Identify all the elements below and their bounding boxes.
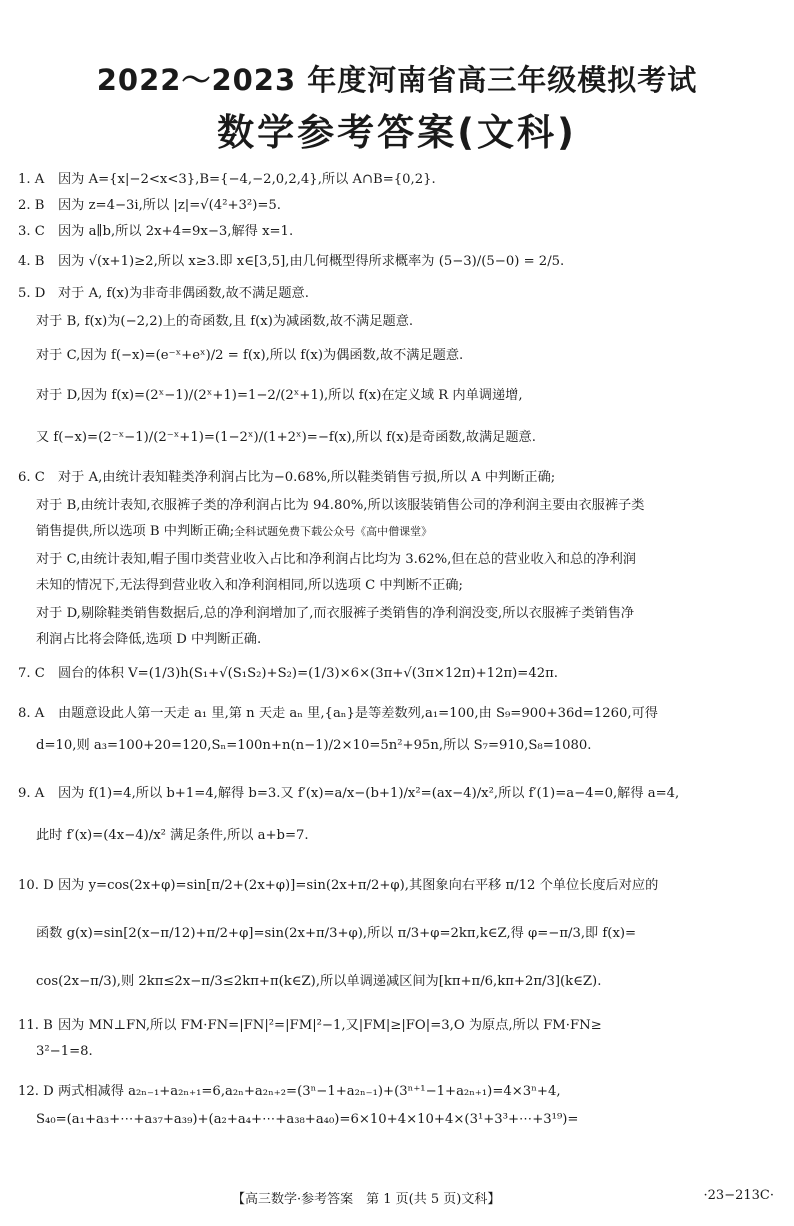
footer-page-info: 【高三数学·参考答案 第 1 页(共 5 页)文科】 <box>232 1192 501 1207</box>
answer-3: 3. C 因为 a∥b,所以 2x+4=9x−3,解得 x=1. <box>18 224 294 239</box>
answer-6-g: 利润占比将会降低,选项 D 中判断正确. <box>36 632 262 647</box>
answer-6-e: 未知的情况下,无法得到营业收入和净利润相同,所以选项 C 中判断不正确; <box>36 578 463 593</box>
answer-6-b: 对于 B,由统计表知,衣服裤子类的净利润占比为 94.80%,所以该服装销售公司的净利润主要由衣服裤子类 <box>36 498 645 513</box>
answer-9: 9. A 因为 f(1)=4,所以 b+1=4,解得 b=3.又 f′(x)=a/x−(b+1)/x²=(ax−4)/x²,所以 f′(1)=a−4=0,解得 a=4, <box>18 786 680 801</box>
answer-6-c: 销售提供,所以选项 B 中判断正确;全科试题免费下载公众号《高中僧课堂》 <box>36 524 433 539</box>
answer-11: 11. B 因为 MN⊥FN,所以 FM·FN=|FN|²=|FM|²−1,又|FM|≥|FO|=3,O 为原点,所以 FM·FN≥ <box>18 1018 602 1033</box>
answer-8: 8. A 由题意设此人第一天走 a₁ 里,第 n 天走 aₙ 里,{aₙ}是等差数列,a₁=100,由 S₉=900+36d=1260,可得 <box>18 706 658 721</box>
answer-5-b: 对于 B, f(x)为(−2,2)上的奇函数,且 f(x)为减函数,故不满足题意. <box>36 314 414 329</box>
answer-8-b: d=10,则 a₃=100+20=120,Sₙ=100n+n(n−1)/2×10=5n²+95n,所以 S₇=910,S₈=1080. <box>36 738 592 753</box>
answer-2: 2. B 因为 z=4−3i,所以 |z|=√(4²+3²)=5. <box>18 198 281 213</box>
watermark-note: 全科试题免费下载公众号《高中僧课堂》 <box>234 525 433 538</box>
answer-5-c: 对于 C,因为 f(−x)=(e⁻ˣ+eˣ)/2 = f(x),所以 f(x)为偶函数,故不满足题意. <box>36 348 464 363</box>
answer-10-c: cos(2x−π/3),则 2kπ≤2x−π/3≤2kπ+π(k∈Z),所以单调递减区间为[kπ+π/6,kπ+2π/3](k∈Z). <box>36 974 602 989</box>
page-title-line1: 2022～2023 年度河南省高三年级模拟考试 <box>96 63 698 97</box>
answer-1: 1. A 因为 A={x|−2<x<3},B={−4,−2,0,2,4},所以 A∩B={0,2}. <box>18 172 436 187</box>
answer-9-b: 此时 f′(x)=(4x−4)/x² 满足条件,所以 a+b=7. <box>36 828 309 843</box>
answer-12: 12. D 两式相减得 a₂ₙ₋₁+a₂ₙ₊₁=6,a₂ₙ+a₂ₙ₊₂=(3ⁿ−1+a₂ₙ₋₁)+(3ⁿ⁺¹−1+a₂ₙ₊₁)=4×3ⁿ+4, <box>18 1084 561 1099</box>
answer-6-d: 对于 C,由统计表知,帽子围巾类营业收入占比和净利润占比均为 3.62%,但在总的营业收入和总的净利润 <box>36 552 636 567</box>
answer-10: 10. D 因为 y=cos(2x+φ)=sin[π/2+(2x+φ)]=sin(2x+π/2+φ),其图象向右平移 π/12 个单位长度后对应的 <box>18 878 659 893</box>
answer-4: 4. B 因为 √(x+1)≥2,所以 x≥3.即 x∈[3,5],由几何概型得所求概率为 (5−3)/(5−0) = 2/5. <box>18 254 565 269</box>
answer-5: 5. D 对于 A, f(x)为非奇非偶函数,故不满足题意. <box>18 286 309 301</box>
footer-code: ·23−213C· <box>703 1188 774 1203</box>
answer-11-b: 3²−1=8. <box>36 1044 93 1059</box>
answer-6: 6. C 对于 A,由统计表知鞋类净利润占比为−0.68%,所以鞋类销售亏损,所以 A 中判断正确; <box>18 470 556 485</box>
answer-7: 7. C 圆台的体积 V=(1/3)h(S₁+√(S₁S₂)+S₂)=(1/3)×6×(3π+√(3π×12π)+12π)=42π. <box>18 666 558 681</box>
answer-12-b: S₄₀=(a₁+a₃+⋯+a₃₇+a₃₉)+(a₂+a₄+⋯+a₃₈+a₄₀)=6×10+4×10+4×(3¹+3³+⋯+3¹⁹)= <box>36 1112 579 1127</box>
answer-5-d: 对于 D,因为 f(x)=(2ˣ−1)/(2ˣ+1)=1−2/(2ˣ+1),所以 f(x)在定义域 R 内单调递增, <box>36 388 523 403</box>
answer-10-b: 函数 g(x)=sin[2(x−π/12)+π/2+φ]=sin(2x+π/3+φ),所以 π/3+φ=2kπ,k∈Z,得 φ=−π/3,即 f(x)= <box>36 926 637 941</box>
page-footer <box>0 1188 794 1216</box>
answer-6-f: 对于 D,剔除鞋类销售数据后,总的净利润增加了,而衣服裤子类销售的净利润没变,所以衣服裤子类销售净 <box>36 606 635 621</box>
answer-5-e: 又 f(−x)=(2⁻ˣ−1)/(2⁻ˣ+1)=(1−2ˣ)/(1+2ˣ)=−f(x),所以 f(x)是奇函数,故满足题意. <box>36 430 536 445</box>
page-title-line2: 数学参考答案(文科) <box>217 111 577 154</box>
